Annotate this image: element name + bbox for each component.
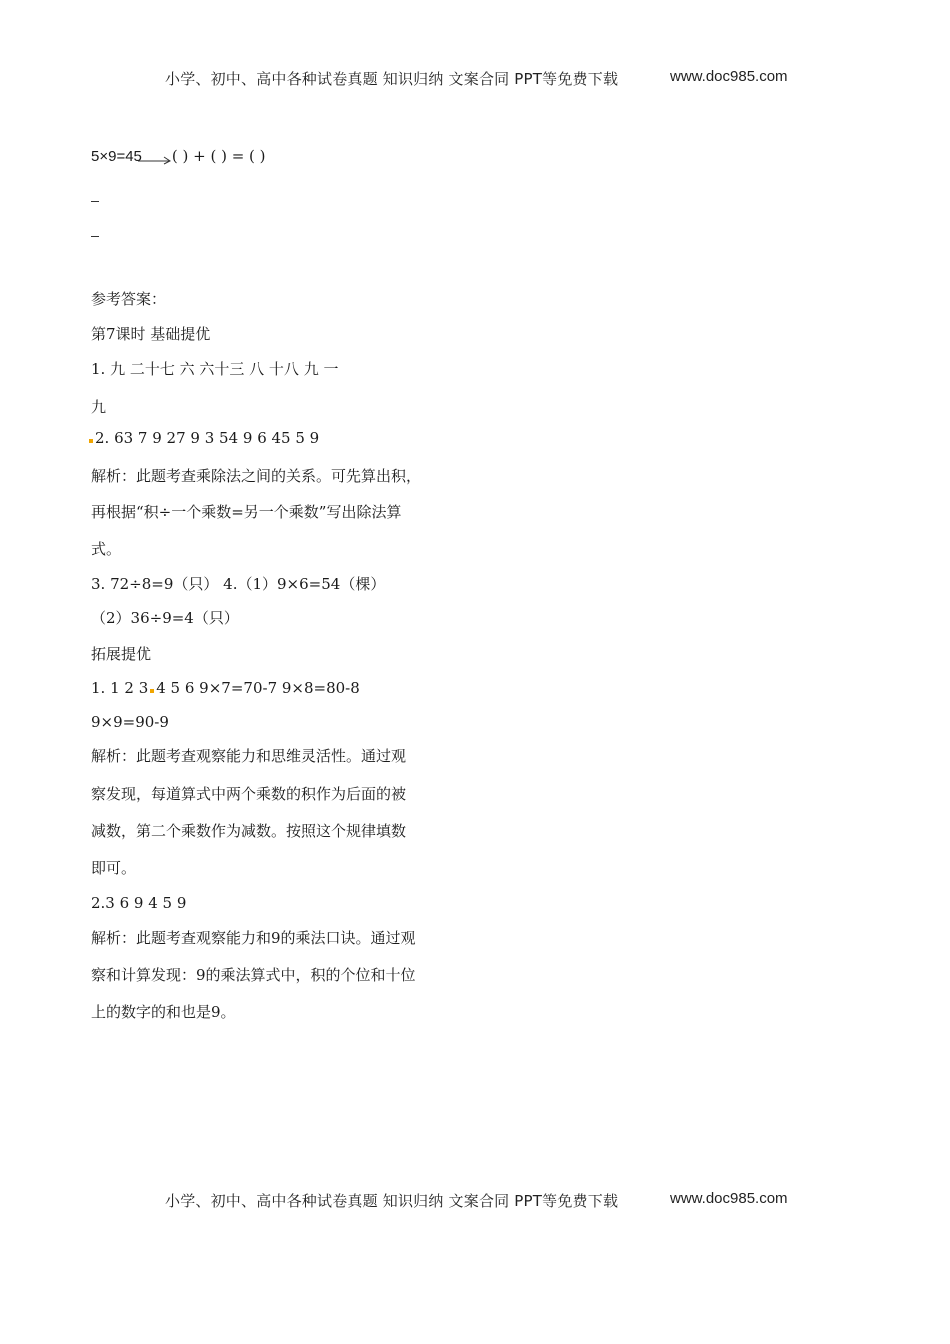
e2-answer: 2.3 6 9 4 5 9 [91,894,187,912]
highlight-mark [150,689,154,693]
e1-answer-line-2: 9×9=90-9 [91,713,169,731]
e1-analysis-3: 减数，第二个乘数作为减数。按照这个规律填数 [91,822,407,840]
extension-title: 拓展提优 [91,645,152,663]
equation-lhs: 5×9=45 [91,148,142,165]
arrow-icon [138,151,172,165]
header-text: 小学、初中、高中各种试卷真题 知识归纳 文案合同 PPT等免费下载 [165,70,619,88]
q1-answer-line-2: 九 [91,398,107,416]
e1-analysis-2: 察发现，每道算式中两个乘数的积作为后面的被 [91,785,407,803]
equation-row [91,146,266,167]
footer-url[interactable]: www.doc985.com [670,1190,788,1207]
dash-mark [91,236,99,237]
equation-blanks: ( ) + ( ) = ( ) [171,147,266,165]
e2-analysis-2: 察和计算发现：9的乘法算式中，积的个位和十位 [91,966,416,984]
e1-analysis-4: 即可。 [91,859,137,877]
dash-mark [91,201,99,202]
q2-answer: 2. 63 7 9 27 9 3 54 9 6 45 5 9 [91,428,319,448]
e1-analysis-1: 解析：此题考查观察能力和思维灵活性。通过观 [91,747,407,765]
e1-answer-line-1: 1. 1 2 3 4 5 6 9×7=70-7 9×8=80-8 [91,679,360,697]
q1-answer-line-1: 1. 九 二十七 六 六十三 八 十八 九 一 [91,360,339,378]
e2-analysis-3: 上的数字的和也是9。 [91,1003,236,1021]
q4-part2-answer: （2）36÷9=4（只） [91,609,239,627]
highlight-mark [89,439,93,443]
footer-text: 小学、初中、高中各种试卷真题 知识归纳 文案合同 PPT等免费下载 [165,1192,619,1210]
e2-analysis-1: 解析：此题考查观察能力和9的乘法口诀。通过观 [91,929,416,947]
q3-q4-answer: 3. 72÷8=9（只） 4.（1）9×6=54（棵） [91,575,386,593]
answers-title: 参考答案： [91,290,167,308]
header-url[interactable]: www.doc985.com [670,68,788,85]
lesson-title: 第7课时 基础提优 [91,325,211,343]
q2-analysis-2: 再根据“积÷一个乘数=另一个乘数”写出除法算 [91,503,402,521]
q2-analysis-3: 式。 [91,540,122,558]
q2-analysis-1: 解析：此题考查乘除法之间的关系。可先算出积， [91,467,422,485]
